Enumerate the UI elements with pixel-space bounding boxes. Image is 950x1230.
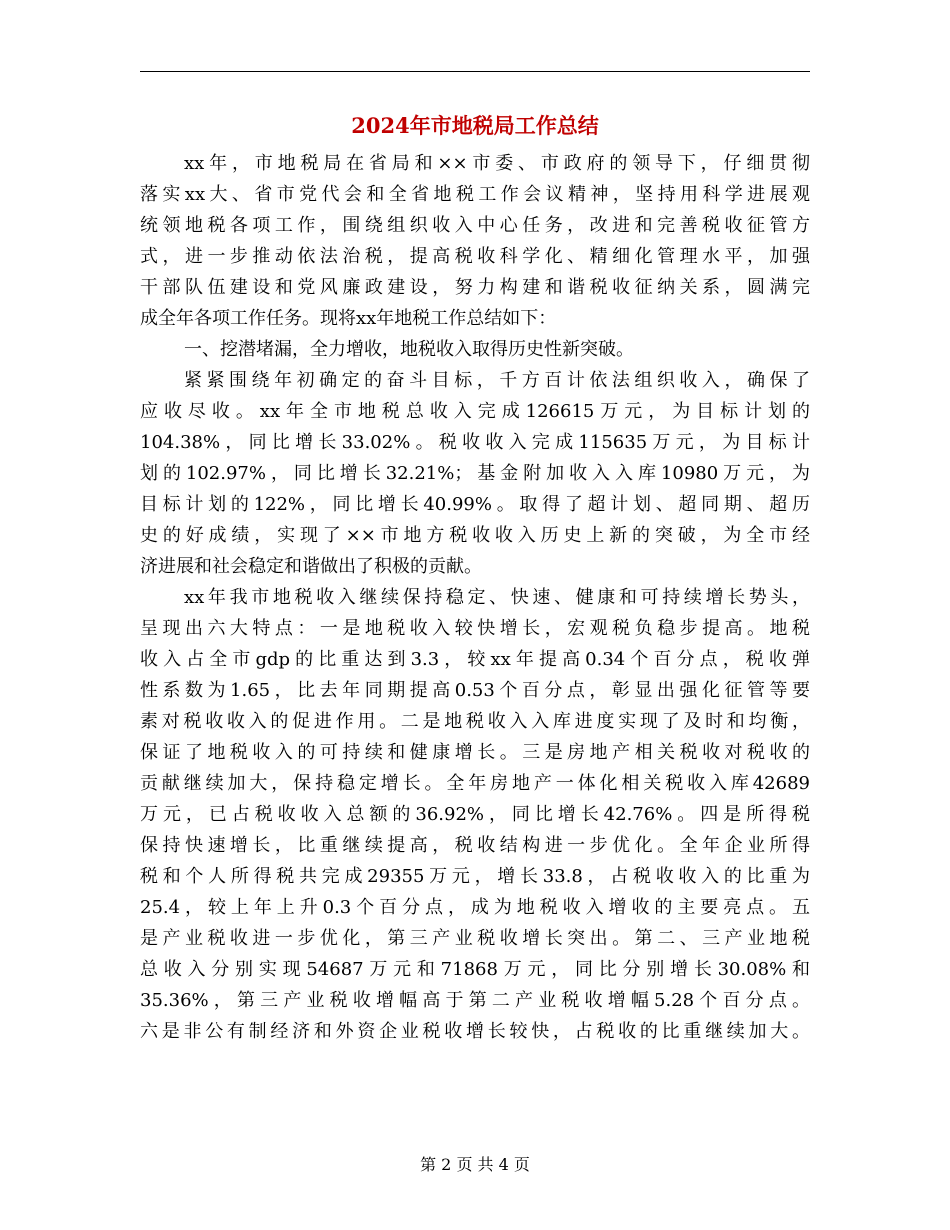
paragraph-features <box>140 582 810 1047</box>
text-line: 紧紧围绕年初确定的奋斗目标，千方百计依法组织收入，确保了 <box>184 370 810 391</box>
text-line: 35.36%，第三产业税收增幅高于第二产业税收增幅5.28个百分点。 <box>140 990 810 1011</box>
text-line: 素对税收收入的促进作用。二是地税收入入库进度实现了及时和均衡， <box>140 711 810 732</box>
text-line: 济进展和社会稳定和谐做出了积极的贡献。 <box>140 556 482 577</box>
document-title: 2024年市地税局工作总结 <box>351 113 599 138</box>
text-line: 统领地税各项工作，围绕组织收入中心任务，改进和完善税收征管方 <box>140 215 810 236</box>
text-line: 目标计划的122%，同比增长40.99%。取得了超计划、超同期、超历 <box>140 494 810 515</box>
text-line: 是产业税收进一步优化，第三产业税收增长突出。第二、三产业地税 <box>140 928 810 949</box>
text-line: 应收尽收。xx年全市地税总收入完成126615万元，为目标计划的 <box>140 401 810 422</box>
text-line: 104.38%，同比增长33.02%。税收收入完成115635万元，为目标计 <box>140 432 810 453</box>
text-line: 25.4，较上年上升0.3个百分点，成为地税收入增收的主要亮点。五 <box>140 897 810 918</box>
text-line: 落实xx大、省市党代会和全省地税工作会议精神，坚持用科学进展观 <box>140 184 810 205</box>
text-line: 六是非公有制经济和外资企业税收增长较快，占税收的比重继续加大。 <box>140 1021 810 1042</box>
text-line: 史的好成绩，实现了××市地方税收收入历史上新的突破，为全市经 <box>140 525 810 546</box>
text-line: 呈现出六大特点：一是地税收入较快增长，宏观税负稳步提高。地税 <box>140 618 810 639</box>
text-line: 贡献继续加大，保持稳定增长。全年房地产一体化相关税收入库42689 <box>140 773 810 794</box>
text-line: 收入占全市gdp的比重达到3.3，较xx年提高0.34个百分点，税收弹 <box>140 649 810 670</box>
document-body <box>140 148 810 1047</box>
paragraph-revenue <box>140 365 810 582</box>
text-line: 一、挖潜堵漏，全力增收，地税收入取得历史性新突破。 <box>184 339 634 360</box>
text-line: xx年，市地税局在省局和××市委、市政府的领导下，仔细贯彻 <box>184 153 810 174</box>
text-line: 总收入分别实现54687万元和71868万元，同比分别增长30.08%和 <box>140 959 810 980</box>
text-line: 干部队伍建设和党风廉政建设，努力构建和谐税收征纳关系，圆满完 <box>140 277 810 298</box>
text-line: 保证了地税收入的可持续和健康增长。三是房地产相关税收对税收的 <box>140 742 810 763</box>
text-line: 性系数为1.65，比去年同期提高0.53个百分点，彰显出强化征管等要 <box>140 680 810 701</box>
text-line: xx年我市地税收入继续保持稳定、快速、健康和可持续增长势头， <box>184 587 810 608</box>
text-line: 税和个人所得税共完成29355万元，增长33.8，占税收收入的比重为 <box>140 866 810 887</box>
page-footer: 第 2 页 共 4 页 <box>420 1155 530 1174</box>
text-line: 划的102.97%，同比增长32.21%；基金附加收入入库10980万元，为 <box>140 463 810 484</box>
text-line: 式，进一步推动依法治税，提高税收科学化、精细化管理水平，加强 <box>140 246 810 267</box>
text-line: 万元，已占税收收入总额的36.92%，同比增长42.76%。四是所得税 <box>140 804 810 825</box>
section-heading <box>140 334 810 365</box>
header-rule <box>140 71 810 72</box>
text-line: 保持快速增长，比重继续提高，税收结构进一步优化。全年企业所得 <box>140 835 810 856</box>
text-line: 成全年各项工作任务。现将xx年地税工作总结如下： <box>140 308 557 329</box>
paragraph-intro <box>140 148 810 334</box>
